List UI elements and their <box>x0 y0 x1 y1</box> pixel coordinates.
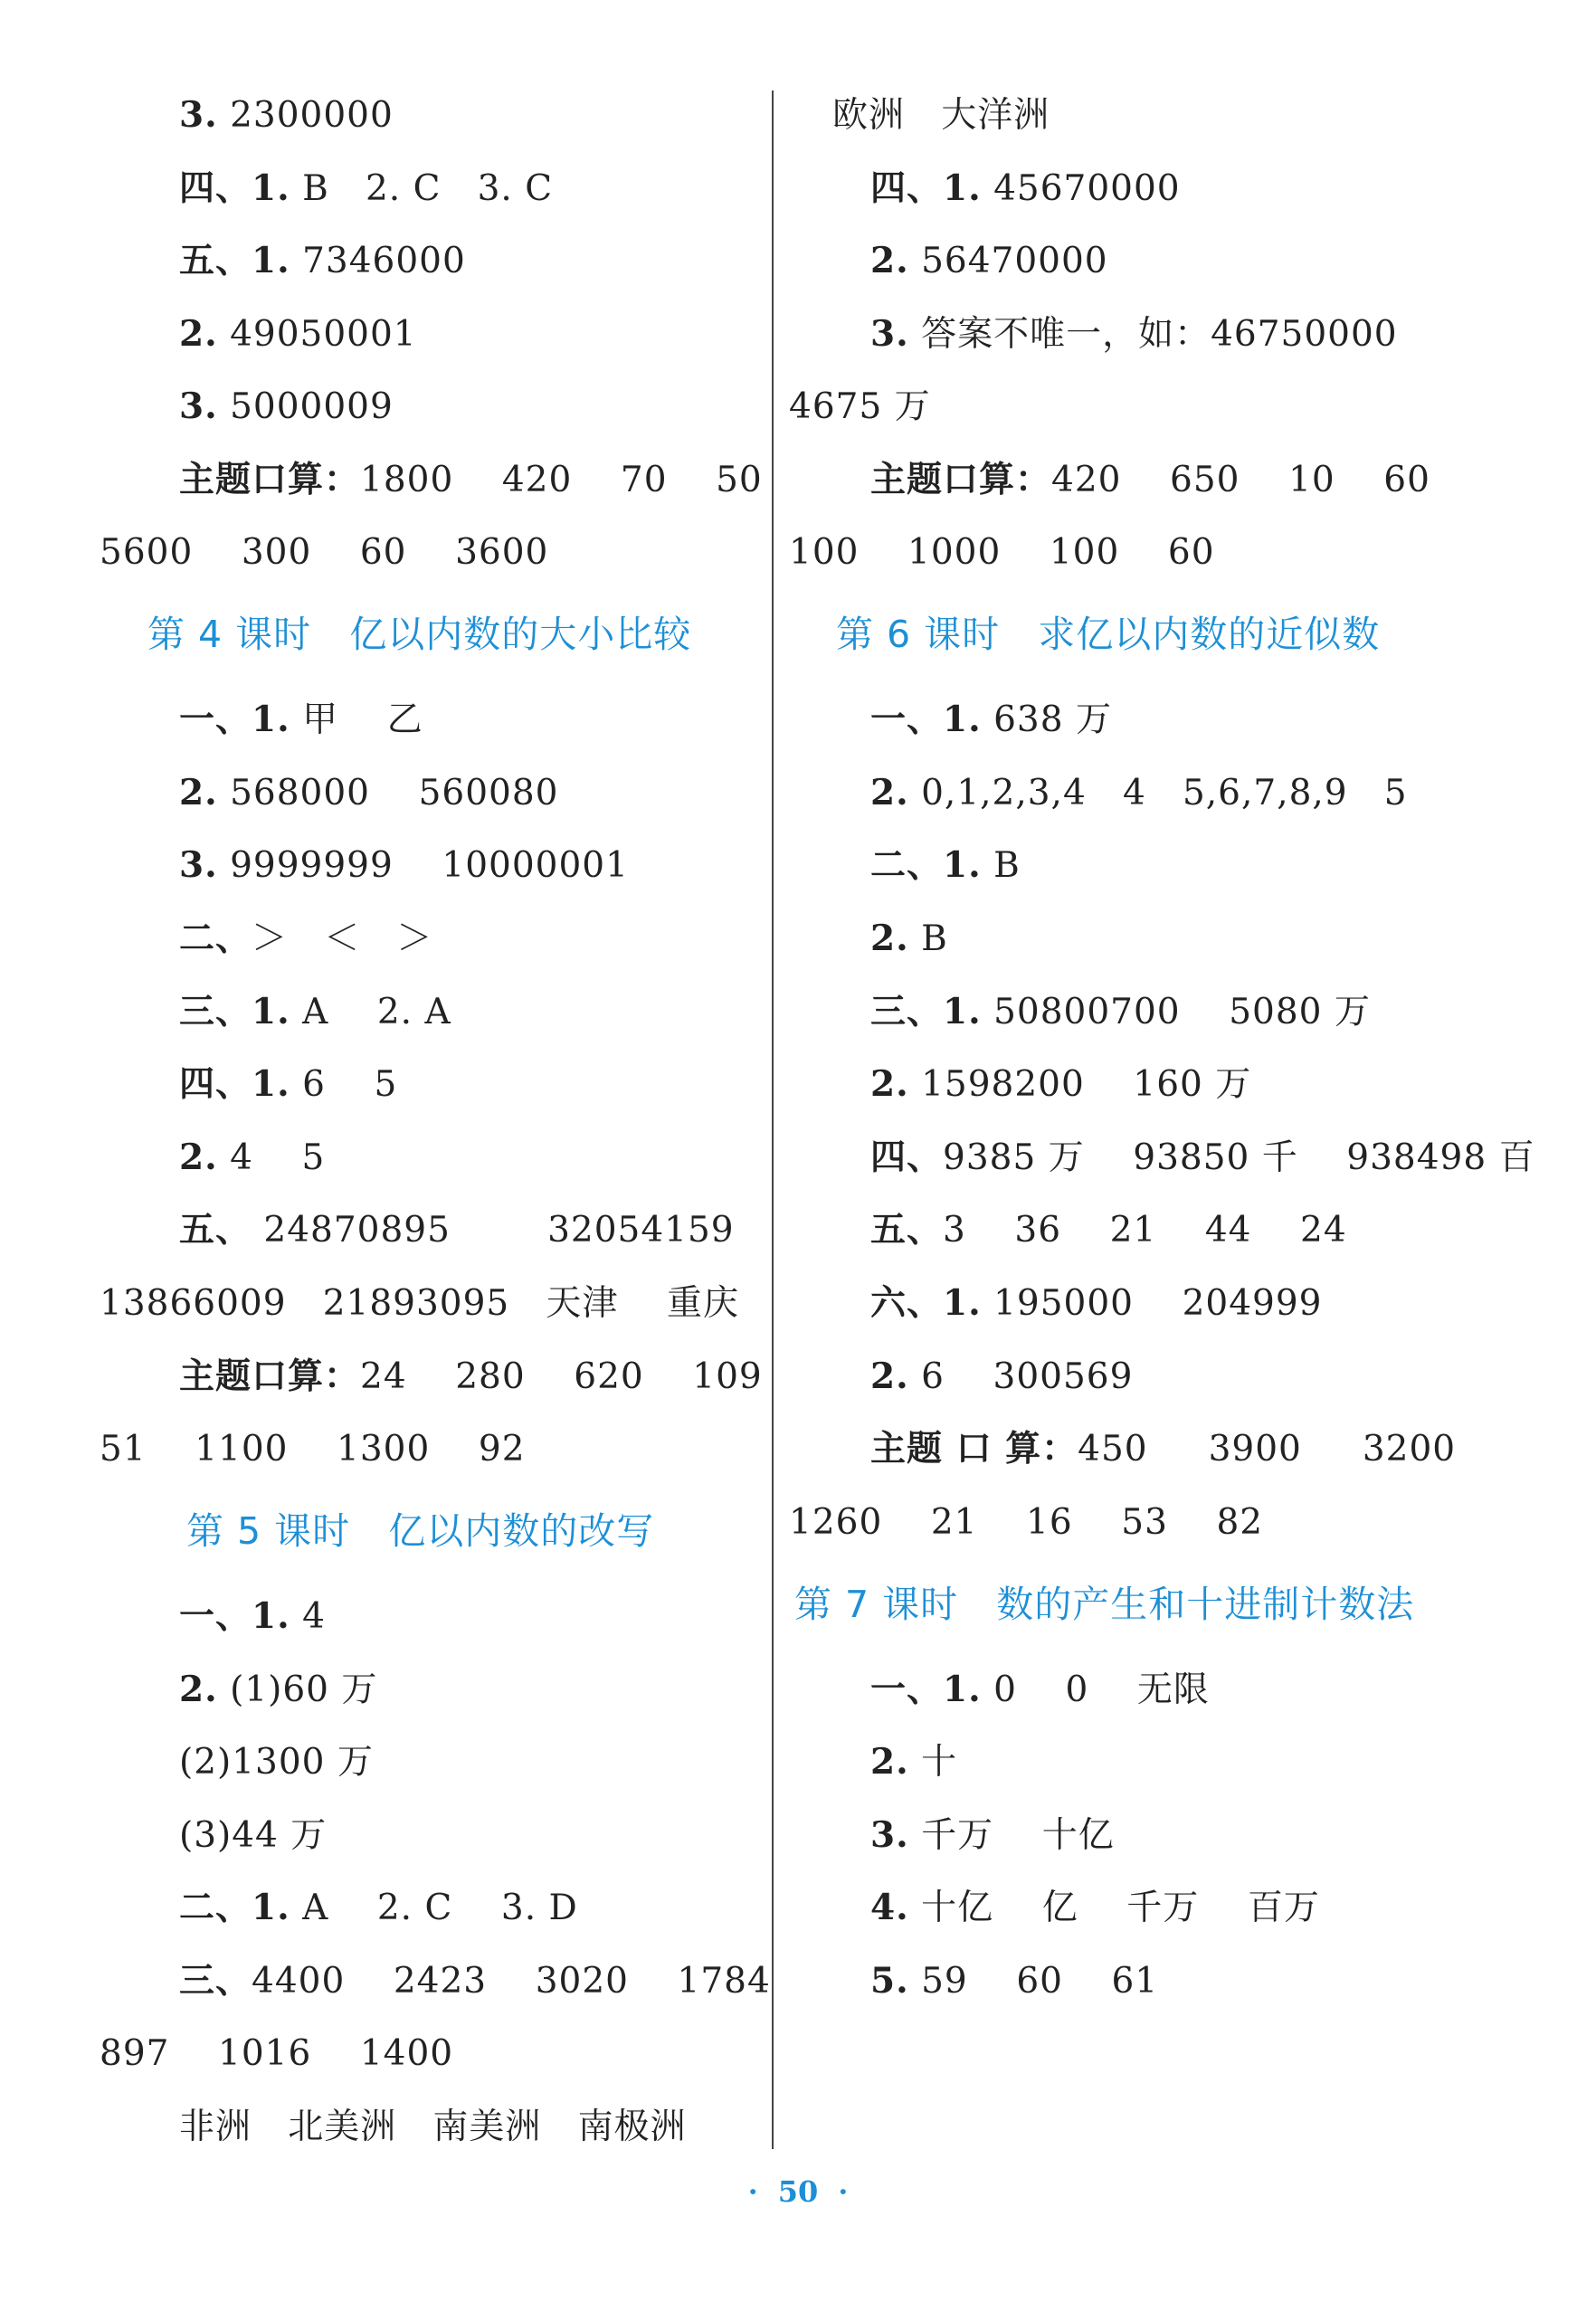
answer-line: 4. 十亿 亿 千万 百万 <box>870 1887 1320 1928</box>
section-heading-lesson-7: 第 7 课时 数的产生和十进制计数法 <box>794 1583 1415 1626</box>
answer-line: 3. 9999999 10000001 <box>179 844 629 886</box>
left-column <box>0 0 769 2302</box>
right-column <box>776 0 1596 2302</box>
answer-line: 5600 300 60 3600 <box>100 532 549 573</box>
answer-line: 二、1. A 2. C 3. D <box>179 1887 578 1928</box>
mental-math-line: 主题 口 算：450 3900 3200 <box>870 1428 1457 1470</box>
answer-line: 2. 4 5 <box>179 1137 326 1178</box>
mental-math-line: 主题口算：420 650 10 60 <box>870 459 1430 500</box>
answer-line: 2. 56470000 <box>870 240 1108 281</box>
answer-line: 5. 59 60 61 <box>870 1960 1159 2002</box>
answer-line: 3. 5000009 <box>179 385 394 427</box>
answer-line: 二、＞ ＜ ＞ <box>179 918 433 959</box>
mental-math-line: 主题口算：1800 420 70 50 <box>179 459 763 500</box>
footer-dot-left: · <box>747 2174 758 2209</box>
answer-line: 一、1. 4 <box>179 1595 326 1637</box>
answer-line: 2. 1598200 160 万 <box>870 1063 1252 1105</box>
answer-line: 2. 568000 560080 <box>179 772 559 813</box>
mental-math-line: 主题口算：24 280 620 109 <box>179 1356 763 1397</box>
answer-line: 3. 千万 十亿 <box>870 1814 1115 1856</box>
answer-line: 2. (1)60 万 <box>179 1669 378 1710</box>
answer-line: 五、 24870895 32054159 <box>179 1209 735 1251</box>
answer-line: 4675 万 <box>789 386 931 427</box>
section-heading-lesson-4: 第 4 课时 亿以内数的大小比较 <box>147 613 692 656</box>
answer-line: 三、1. A 2. A <box>179 991 451 1032</box>
answer-line: 100 1000 100 60 <box>789 532 1215 573</box>
answer-line: 2. 十 <box>870 1741 958 1783</box>
page-number: 50 <box>777 2174 819 2209</box>
answer-line: 一、1. 0 0 无限 <box>870 1669 1210 1710</box>
answer-line: 1260 21 16 53 82 <box>789 1502 1264 1543</box>
answer-line: 897 1016 1400 <box>100 2033 454 2074</box>
answer-line: 欧洲 大洋洲 <box>832 95 1050 136</box>
answer-line: 13866009 21893095 天津 重庆 <box>100 1283 739 1324</box>
answer-line: 3. 2300000 <box>179 94 394 136</box>
answer-line: 四、9385 万 93850 千 938498 百 <box>870 1137 1535 1178</box>
answer-line: 四、1. 45670000 <box>870 167 1181 209</box>
answer-line: 二、1. B <box>870 844 1021 886</box>
answer-line: 四、1. B 2. C 3. C <box>179 167 554 209</box>
answer-line: 2. 49050001 <box>179 313 417 355</box>
section-heading-lesson-5: 第 5 课时 亿以内数的改写 <box>186 1509 655 1553</box>
answer-line: 一、1. 甲 乙 <box>179 699 423 740</box>
answer-line: 一、1. 638 万 <box>870 699 1112 740</box>
answer-line: 三、1. 50800700 5080 万 <box>870 991 1371 1032</box>
answer-line: 五、3 36 21 44 24 <box>870 1209 1347 1251</box>
answer-line: (3)44 万 <box>179 1815 328 1856</box>
section-heading-lesson-6: 第 6 课时 求亿以内数的近似数 <box>836 613 1381 656</box>
answer-line: 六、1. 195000 204999 <box>870 1282 1323 1324</box>
answer-line: 51 1100 1300 92 <box>100 1429 526 1470</box>
answer-line: 四、1. 6 5 <box>179 1063 398 1105</box>
answer-line: 3. 答案不唯一，如：46750000 <box>870 313 1398 355</box>
page-footer <box>0 2174 1596 2210</box>
answer-line: 三、4400 2423 3020 1784 <box>179 1960 771 2002</box>
answer-line: 五、1. 7346000 <box>179 240 466 281</box>
footer-dot-right: · <box>838 2174 849 2209</box>
answer-line: (2)1300 万 <box>179 1742 374 1783</box>
answer-line: 2. 0,1,2,3,4 4 5,6,7,8,9 5 <box>870 772 1408 813</box>
answer-line: 非洲 北美洲 南美洲 南极洲 <box>179 2107 687 2147</box>
column-divider <box>772 90 774 2149</box>
answer-line: 2. B <box>870 918 948 959</box>
answer-line: 2. 6 300569 <box>870 1356 1134 1397</box>
